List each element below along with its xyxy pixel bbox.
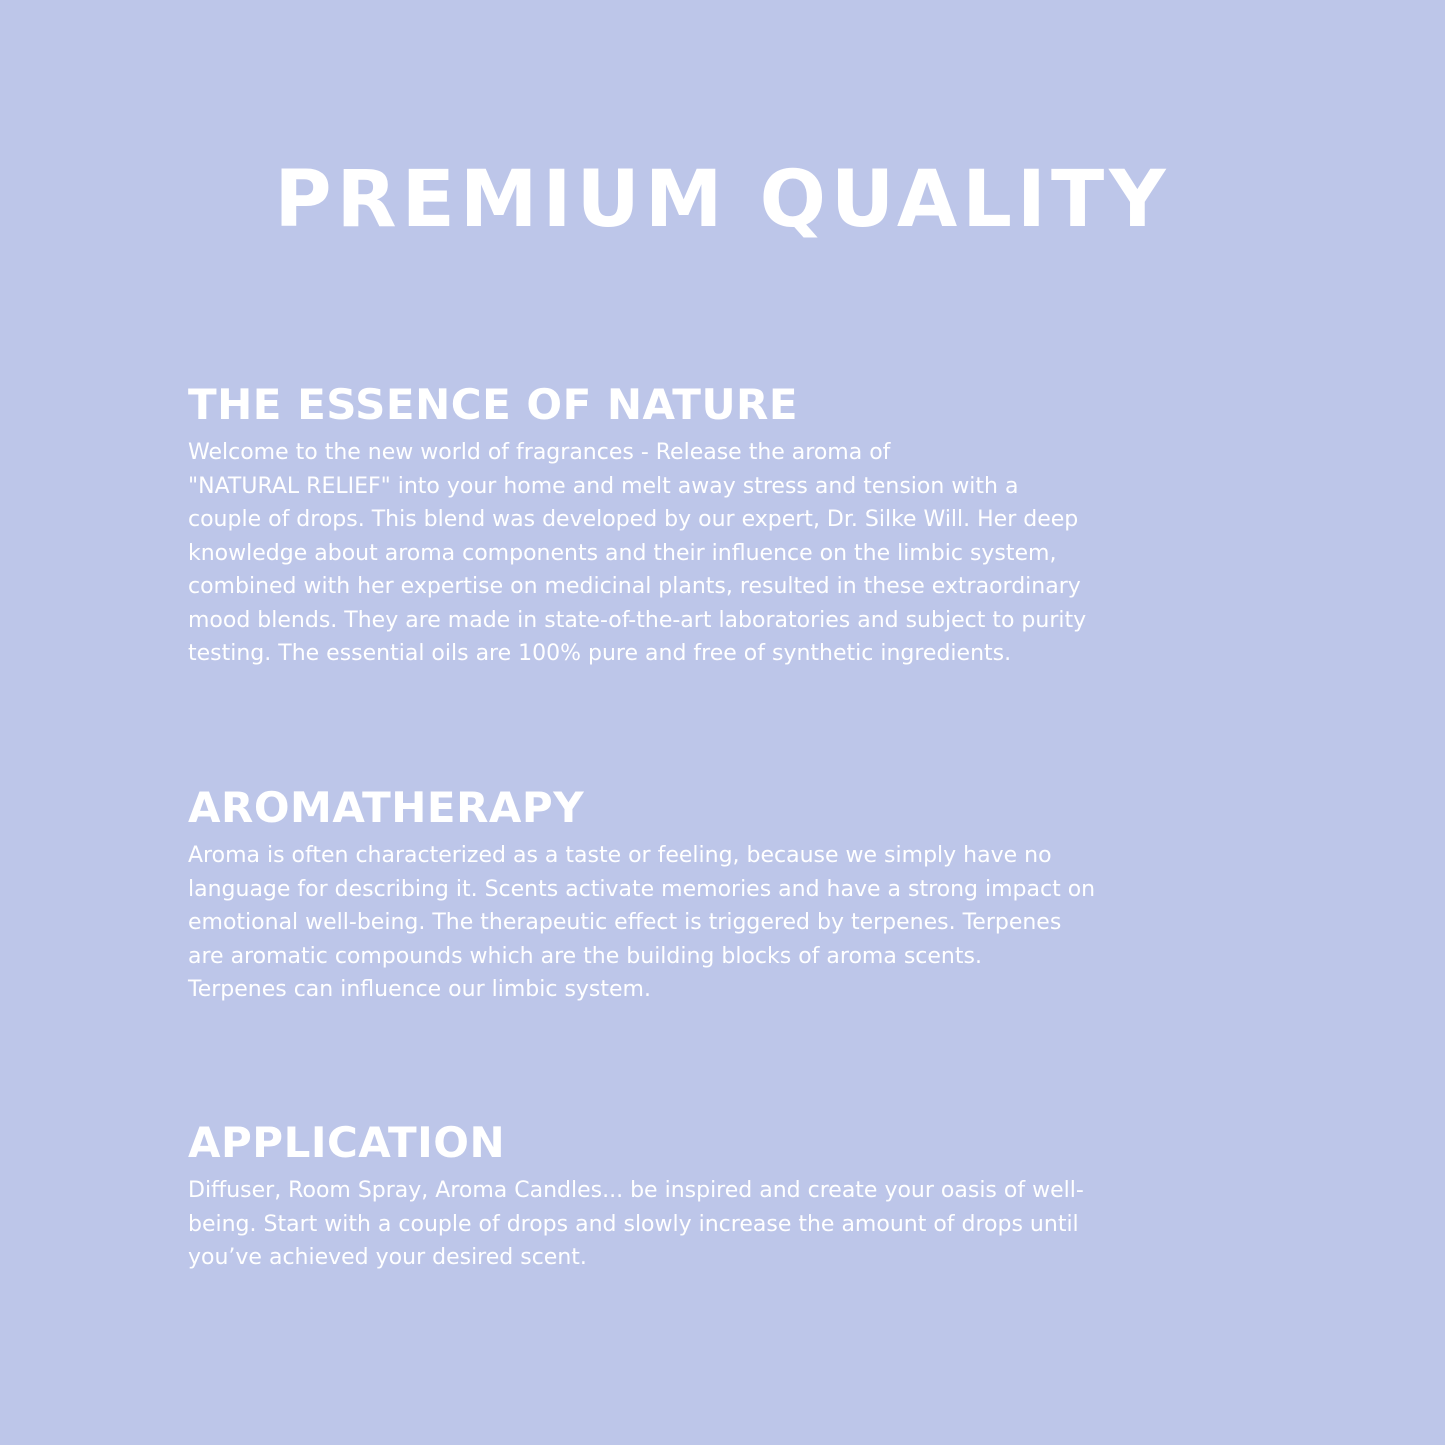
section-body: Diffuser, Room Spray, Aroma Candles... be inspired and create your oasis of well- being. Start with a couple of drops and slowly increase the amount of drops until you’ve achieved your desired scent. [188,1178,1084,1270]
section-aromatherapy [188,783,1268,1007]
section-body: Welcome to the new world of fragrances - Release the aroma of "NATURAL RELIEF" into your home and melt away stress and tension with a couple of drops. This blend was developed by our expert, Dr. Silke Will. Her deep knowledge about aroma components and their influence on the limbic system, combined with her expertise on medicinal plants, resulted in these extraordinary mood blends. They are made in state-of-the-art laboratories and subject to purity testing. The essential oils are 100% pure and free of synthetic ingredients. [188,440,1087,666]
section-application [188,1118,1268,1275]
section-essence-of-nature [188,380,1268,671]
section-heading: AROMATHERAPY [188,783,585,832]
section-heading: APPLICATION [188,1118,506,1167]
section-body: Aroma is often characterized as a taste or feeling, because we simply have no language for describing it. Scents activate memories and have a strong impact on emotional well-being. The therapeutic effect is triggered by terpenes. Terpenes are aromatic compounds which are the building blocks of aroma scents. Terpenes can influence our limbic system. [188,843,1096,1002]
section-heading: THE ESSENCE OF NATURE [188,380,799,429]
page-title: PREMIUM QUALITY [274,155,1171,245]
